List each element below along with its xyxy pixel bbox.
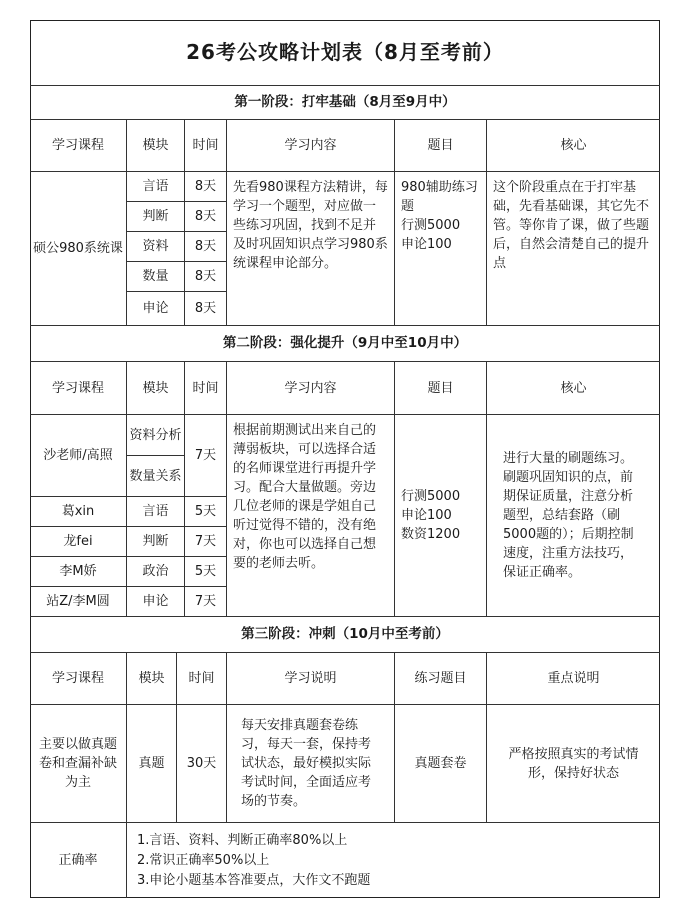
stage2-content: 根据前期测试出来自己的薄弱板块，可以选择合适的名师课堂进行再提升学习。配合大量做题。旁边几位老师的课是学姐自己听过觉得不错的，没有绝对，你也可以选择自己想要的老师去听。 xyxy=(227,415,395,617)
stage1-time: 8天 xyxy=(185,202,227,232)
stage1-heading: 第一阶段：打牢基础（8月至9月中） xyxy=(30,86,660,120)
stage2-module: 申论 xyxy=(127,587,185,617)
accuracy-label: 正确率 xyxy=(30,823,127,898)
stage2-question-item: 行测5000 xyxy=(401,489,461,504)
stage2-module: 资料分析 xyxy=(127,415,185,456)
stage1-question-item: 申论100 xyxy=(401,237,452,252)
stage1-header-time: 时间 xyxy=(185,120,227,172)
stage2-teacher: 葛xin xyxy=(30,497,127,527)
stage1-header-questions: 题目 xyxy=(395,120,487,172)
stage3-header-content: 学习说明 xyxy=(227,653,395,705)
stage2-heading: 第二阶段：强化提升（9月中至10月中） xyxy=(30,326,660,362)
stage1-content: 先看980课程方法精讲，每学习一个题型，对应做一些练习巩固，找到不足并及时巩固知识点学习980系统课程申论部分。 xyxy=(227,172,395,326)
stage1-time: 8天 xyxy=(185,292,227,326)
stage1-core: 这个阶段重点在于打牢基础，先看基础课，其它先不管。等你肯了课，做了些题后，自然会清楚自己的提升点 xyxy=(487,172,660,326)
stage1-module: 资料 xyxy=(127,232,185,262)
accuracy-item: 3.申论小题基本答准要点，大作文不跑题 xyxy=(137,872,371,888)
stage1-time: 8天 xyxy=(185,262,227,292)
stage1-question-item: 980辅助练习题 xyxy=(401,180,478,214)
stage2-module: 言语 xyxy=(127,497,185,527)
stage2-teacher: 站Z/李M圆 xyxy=(30,587,127,617)
stage2-header-questions: 题目 xyxy=(395,362,487,415)
stage3-content: 每天安排真题套卷练习，每天一套，保持考试状态，最好模拟实际考试时间，全面适应考场的节奏。 xyxy=(227,705,395,823)
stage3-questions: 真题套卷 xyxy=(395,705,487,823)
stage2-core: 进行大量的刷题练习。刷题巩固知识的点，前期保证质量，注意分析题型，总结套路（刷5000题的）；后期控制速度，注重方法技巧，保证正确率。 xyxy=(487,415,660,617)
stage3-course: 主要以做真题卷和查漏补缺为主 xyxy=(30,705,127,823)
stage1-module: 判断 xyxy=(127,202,185,232)
stage1-time: 8天 xyxy=(185,172,227,202)
stage1-question-item: 行测5000 xyxy=(401,218,461,233)
stage1-questions xyxy=(395,172,487,326)
stage2-teacher: 李M娇 xyxy=(30,557,127,587)
stage2-question-item: 数资1200 xyxy=(401,527,461,542)
accuracy-list xyxy=(127,823,660,898)
stage3-header-module: 模块 xyxy=(127,653,177,705)
stage3-time: 30天 xyxy=(177,705,227,823)
stage2-header-content: 学习内容 xyxy=(227,362,395,415)
stage2-time: 7天 xyxy=(185,587,227,617)
stage3-header-questions: 练习题目 xyxy=(395,653,487,705)
stage2-time: 7天 xyxy=(185,527,227,557)
stage1-module: 数量 xyxy=(127,262,185,292)
stage1-module: 言语 xyxy=(127,172,185,202)
stage2-module: 数量关系 xyxy=(127,456,185,497)
stage2-header-time: 时间 xyxy=(185,362,227,415)
stage2-header-module: 模块 xyxy=(127,362,185,415)
stage1-header-content: 学习内容 xyxy=(227,120,395,172)
stage2-module: 判断 xyxy=(127,527,185,557)
table-title: 26考公攻略计划表（8月至考前） xyxy=(30,20,660,86)
accuracy-item: 2.常识正确率50%以上 xyxy=(137,852,270,868)
stage3-heading: 第三阶段：冲刺（10月中至考前） xyxy=(30,617,660,653)
stage1-header-module: 模块 xyxy=(127,120,185,172)
stage2-module: 政治 xyxy=(127,557,185,587)
stage3-header-core: 重点说明 xyxy=(487,653,660,705)
stage2-time: 7天 xyxy=(185,415,227,497)
stage1-time: 8天 xyxy=(185,232,227,262)
stage1-course: 硕公980系统课 xyxy=(30,172,127,326)
stage1-header-core: 核心 xyxy=(487,120,660,172)
stage2-time: 5天 xyxy=(185,497,227,527)
stage3-module: 真题 xyxy=(127,705,177,823)
stage2-header-course: 学习课程 xyxy=(30,362,127,415)
stage2-time: 5天 xyxy=(185,557,227,587)
stage2-question-item: 申论100 xyxy=(401,508,452,523)
stage2-teacher: 沙老师/高照 xyxy=(30,415,127,497)
accuracy-item: 1.言语、资料、判断正确率80%以上 xyxy=(137,832,348,848)
stage2-header-core: 核心 xyxy=(487,362,660,415)
stage2-questions xyxy=(395,415,487,617)
stage3-header-course: 学习课程 xyxy=(30,653,127,705)
stage3-core: 严格按照真实的考试情形，保持好状态 xyxy=(487,705,660,823)
stage2-teacher: 龙fei xyxy=(30,527,127,557)
stage1-module: 申论 xyxy=(127,292,185,326)
stage1-header-course: 学习课程 xyxy=(30,120,127,172)
stage3-header-time: 时间 xyxy=(177,653,227,705)
